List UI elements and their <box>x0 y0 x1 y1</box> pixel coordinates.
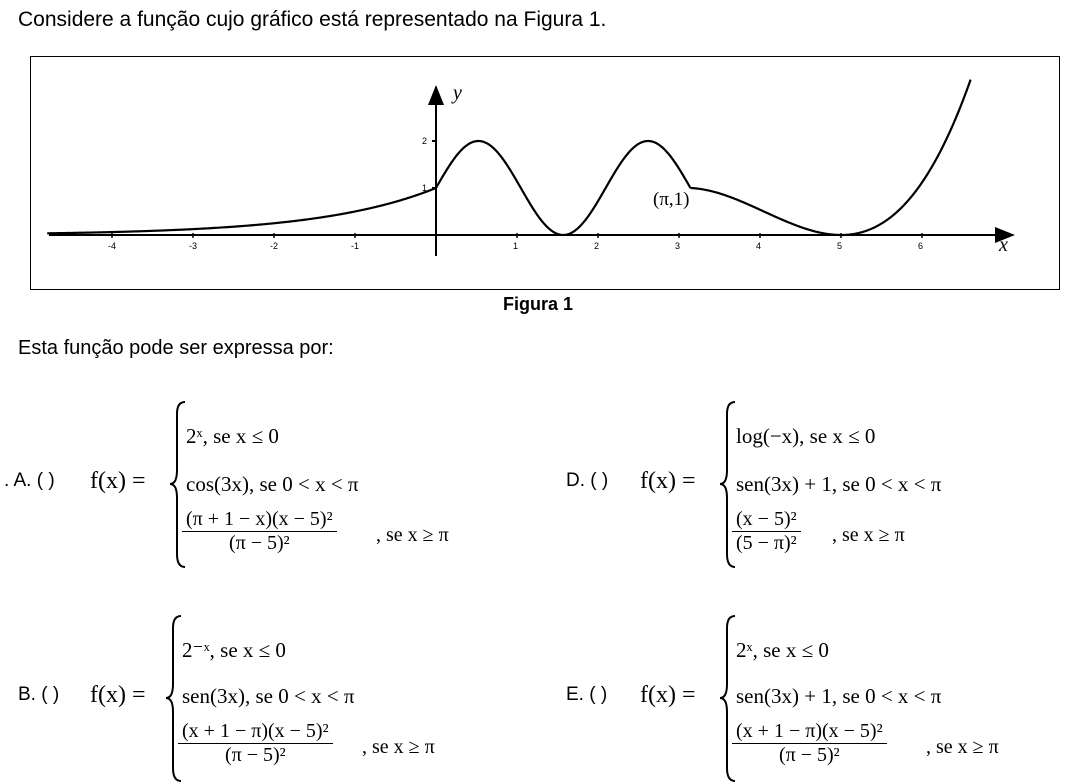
x-tick-label: 5 <box>837 241 843 251</box>
x-tick-label: 6 <box>918 241 924 251</box>
y-axis-label: y <box>453 82 462 104</box>
x-tick-label: -4 <box>108 241 117 251</box>
figure-1 <box>30 56 1060 290</box>
option-e-case-3-fraction <box>732 720 887 767</box>
option-d-case-3-numerator: (x − 5)² <box>732 508 801 532</box>
lead-text: Esta função pode ser expressa por: <box>18 337 334 359</box>
option-b-case-3-fraction <box>178 720 333 767</box>
option-e-case-3-condition: , se x ≥ π <box>926 736 999 758</box>
x-tick-label: 4 <box>756 241 762 251</box>
y-tick-label: 2 <box>422 136 428 146</box>
option-e-case-1: 2ˣ, se x ≤ 0 <box>736 638 829 662</box>
option-d-case-3-denominator: (5 − π)² <box>735 532 797 554</box>
curve-segment-1 <box>47 188 436 233</box>
x-tick-label: 3 <box>675 241 681 251</box>
option-e-case-3-denominator: (π − 5)² <box>778 744 840 766</box>
x-axis-label: x <box>999 234 1008 256</box>
option-b-case-3-denominator: (π − 5)² <box>224 744 286 766</box>
option-a-case-3-denominator: (π − 5)² <box>228 532 290 554</box>
option-d-label: D. ( ) <box>566 470 609 491</box>
point-annotation: (π,1) <box>653 189 690 210</box>
option-b-case-2: sen(3x), se 0 < x < π <box>182 684 355 708</box>
option-b-function-name: f(x) = <box>90 682 146 708</box>
figure-caption: Figura 1 <box>503 294 574 314</box>
option-a-label: . A. ( ) <box>4 470 55 491</box>
y-tick-label: 1 <box>422 183 428 193</box>
intro-text: Considere a função cujo gráfico está representado na Figura 1. <box>18 8 607 31</box>
function-graph <box>31 57 1061 291</box>
option-b-case-3-condition: , se x ≥ π <box>362 736 435 758</box>
option-a-function-name: f(x) = <box>90 468 146 494</box>
option-b[interactable] <box>0 614 540 769</box>
option-d-case-1: log(−x), se x ≤ 0 <box>736 424 876 448</box>
option-e-label: E. ( ) <box>566 684 608 705</box>
option-a-case-3-numerator: (π + 1 − x)(x − 5)² <box>182 508 337 532</box>
option-e-case-2: sen(3x) + 1, se 0 < x < π <box>736 684 942 708</box>
x-tick-label: 2 <box>594 241 600 251</box>
option-b-case-1: 2⁻ˣ, se x ≤ 0 <box>182 638 286 662</box>
option-d-case-2: sen(3x) + 1, se 0 < x < π <box>736 472 942 496</box>
option-e[interactable] <box>560 614 1080 769</box>
option-a-case-3-fraction <box>182 508 337 555</box>
option-a-case-2: cos(3x), se 0 < x < π <box>186 472 359 496</box>
curve-segment-2 <box>436 141 690 235</box>
option-d-case-3-fraction <box>732 508 801 555</box>
option-d-function-name: f(x) = <box>640 468 696 494</box>
option-e-case-3-numerator: (x + 1 − π)(x − 5)² <box>732 720 887 744</box>
x-tick-label: -1 <box>351 241 360 251</box>
option-a[interactable] <box>0 400 540 570</box>
option-d-case-3-condition: , se x ≥ π <box>832 524 905 546</box>
curve-segment-3 <box>690 80 970 235</box>
x-tick-label: -2 <box>270 241 279 251</box>
option-b-case-3-numerator: (x + 1 − π)(x − 5)² <box>178 720 333 744</box>
option-b-label: B. ( ) <box>18 684 60 705</box>
option-a-case-3-condition: , se x ≥ π <box>376 524 449 546</box>
x-tick-label: 1 <box>513 241 519 251</box>
option-d[interactable] <box>560 400 1080 570</box>
x-tick-label: -3 <box>189 241 198 251</box>
option-e-function-name: f(x) = <box>640 682 696 708</box>
option-a-case-1: 2ˣ, se x ≤ 0 <box>186 424 279 448</box>
